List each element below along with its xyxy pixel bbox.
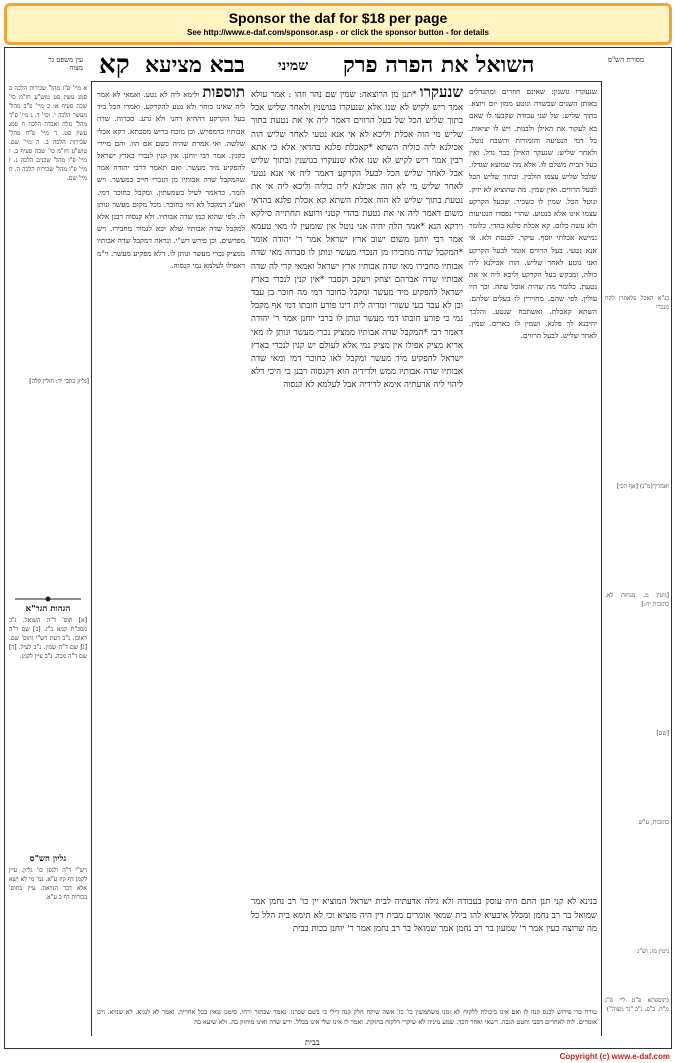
side-note-3: [גיטין מ. מנחות לא. כתובות יח:]: [605, 592, 669, 608]
ein-mishpat-title: עין משפט נר מצוה: [48, 56, 83, 72]
side-note-5: כתובות, ע"ש: [638, 819, 669, 826]
header-rule: [91, 81, 601, 82]
talmud-page: [4, 47, 672, 1049]
gilyon-column: רש"י ד"ה ולגפן כו' גליון. עיין לקמן דף קיז ע"א. גמ' מי לא ישא אלא דבר הנראה. עיין בתוס' בכורות דף כ ע"א.: [9, 867, 87, 901]
bottom-commentary: טורח כדי פירוש לכנס קנה לו ואם אינו ביכולת ללקוח לא ומני משתמשין כו' כו' אשה שיקח חלק קנה דילי כי בשם שכרנו. נאמר שבתוך ירחי. סימנן שאין בכל אחריה. ואמר לא לנגיא. לא שנויא. ויש אומרים. לוה לאחרים דסבי וחטט הגבה. רשאי ואחר הכך. שמע מיניה לא שיקרי דלקוח בחזקת. ואמר לו אינו שלי אינו בכלל. ירש שדה ואינו מוחזק בה. ולא שיעא בה: [97, 1008, 597, 1026]
sponsor-banner[interactable]: [4, 3, 672, 45]
side-note-4: [שם]: [656, 730, 669, 737]
haggahot-title: הגהות הגר"א: [25, 604, 71, 614]
tractate-name: בבא מציעא: [145, 52, 245, 78]
bottom-center-word: בבית: [305, 1038, 320, 1047]
side-note-7: (תוספתא פ"ט ליי פ"ג מ"ח. כ"פ. נ"ב "נר מצוה"): [605, 997, 669, 1013]
tosafot-column: [97, 83, 245, 891]
haggahot-column: [א] תוס' ד"ה השואל. נ"ב מסכ"ת קמא כ"ז. [ב] שם ד"ה ראובן. נ"ב דעת רש"י ותוס' שם. [ג] שם ד"ה שמין. נ"ב לעיל. [ד] שם ד"ה מכה. נ"ב עיין לקמן.: [9, 617, 87, 660]
side-note-6: גיטין מז. וש"נ: [637, 948, 669, 955]
chapter-name: השואל את הפרה פרק: [343, 52, 535, 78]
ornament-divider: [15, 596, 81, 602]
manuscript-note: [גליון כתבי יד: חולין קלה]: [29, 378, 89, 385]
page-number: קא: [99, 50, 130, 80]
rashi-column: [469, 86, 597, 891]
masoret-title: מסורת הש"ס: [607, 56, 645, 64]
side-note-1: בנ"א האכל פלאחרן לקח מנכרי: [605, 295, 669, 311]
left-rule: [91, 81, 92, 1036]
opening-word: שנעקרו: [419, 83, 463, 101]
right-rule: [601, 81, 602, 1036]
masoret-column: [605, 84, 669, 1013]
mishnah-text: בנינא לא קני תנן התם היה עוסק בעבודה ולא גילה אדעתיה לבית ישראל המוציא יין כו' רב נחמן אמר שמואל בר רב נחמן ומכלל איבעיא להו בית שמאי אומרים מבית דין היה מוציא וכי לא תימא בית הלל כל מה שרוצה כעין אמר ר' שמעון בר רב נחמן אמר שמואל בר רב נחמן אמר ר' יוחנן בכות בבית: [251, 897, 597, 934]
gemara-column: [251, 83, 463, 891]
tosafot-text: ולימא ליה לא נטע. ואמאי לא אמר ליה שאינו בוחר ולא נטע להקרקע. ואמרו הכל ביד בעל הקרקע דההיא דהני ולא גרע. סברוה. שדה אבותיו כדמפרש. וכן מוכח בריש מסכתא. דקא אכלי שלשה. ואי אמרת שהיה כשם אם הוו. והם מיירי בקנין. אמר רבי יוחנן. אין קנין לנכרי בארץ ישראל להפקיע מיד מעשר. ואם תאמר דרבי יהודה אמר שהמקבל שדה אבותיו מן הנכרי חייב במעשר. ויש לומר. כדאמר לעיל בשמעתין. ומקבל כחוכר דמי. ואע"ג דמקבל לא הוי כחוכר. מכל מקום מעשר ונותן לו. לפי שהוא כמו שדה אבותיו. ולא קנסוה רבנן אלא למקבל שדה אבותיו שלא יבא לגמור מחבירו. ויש מפרשים. וכן פירש רש"י. ונראה דמקבל שדה אבותיו ממציק נכרי מעשר ונותן לו. דלא מפקיע מעשר. וי"מ דאפילו לעלמא נמי קנסוה.: [97, 90, 245, 270]
ein-mishpat-column: א מיי' פ"ז מהל' שכירות הלכה ב סמג עשין פט טוש"ע חו"מ סי' שכה סעיף א: ב מיי' פ"ב מהל' מעשר הלכה י. וסי' ד. ג מיי' פ"ד מהל' גזלה ואבדה הלכה ח סמג עשין פט. ד מיי' פ"ח מהל' שכירות הלכה ב. ה מיי' שם. טוש"ע חו"מ סי' שכה סעיף ב. ו מיי' פ"ו מהל' שכנים הלכה ג. ז מיי' פ"ו מהל' שכירות הלכה ה. ח מיי' שם.: [9, 85, 87, 182]
tosafot-title: תוספות: [202, 83, 245, 101]
copyright-link[interactable]: Copyright (c) www.e-daf.com: [559, 1052, 670, 1061]
sponsor-title[interactable]: Sponsor the daf for $18 per page: [228, 10, 448, 26]
gilyon-title: גליון הש"ס: [29, 854, 67, 864]
sponsor-subtitle[interactable]: See http://www.e-daf.com/sponsor.asp - or click the sponsor button - for details: [187, 28, 489, 37]
side-note-2: ואמריך(מ"ג) [אף הכי]: [616, 483, 669, 490]
rashi-text: שנעקרו גושנין: שאינם חוזרים ומתגדלים באותן השנים שבשדה ונוטע ממון יום ויוצא. בתוך שליש: של שני עבודה שקבעו לו שאם בא לעקור את האילן ולבנות. ויש לו יציאות. כל דמי הנטיעה והזמורות והשבח נוטל. ולאחר שליש: שנעקר האילן כבר גדל. ואין בעל הבית משלם לו. אלא מה שמוצא שגדלו. שלכל שליש עצמו הולכין. ובתוך שליש הכל לבעל הרווים. ואין שמין. מה שהוציא לא יזיק. ונוטל הכל. שמין לו כשכיר. שבעל הקרקע עצמו אינו אלא בנטוע. שהרי נפסדו הנטיעות ולא עשה כלום. קא אכלת פלגא בהדי. כלומר גמישא אכלתי יוסף. עיקר. לכנסת ולא. אי אנא נטעי. בעל הרווים אומר לבעל הקרקע ואני נוטע לאחר שליש. הוה אכילנא ליה כולה. ומבקש בעל הקרקע וליכא ליה אי את נטעת. כלומר מה שהיה אוכל עתה. וכך היו עולין. לפי שהם. מחזירין לו בעלים שלהם. השתא קאכלת. ואשתכח שנטע. והלכך יהיבנא לך פלגא. ושמין לו כאריס. שמין. לאחר שליש. לבעל הרווים.: [469, 87, 597, 341]
gemara-continuation: [251, 896, 597, 1008]
gemara-text: *תנן מן הרוצאה: שמין שם נהר וזהו : אמר עולא אמר ריש לקיש לא שנו אלא שנעקרו בגושנין ולאחר שליש אבל בתוך שליש הכל של בעל הרווים דאמר ליה אי את נטעת בתוך שליש מי הוה אכלת וליכא לא אי אנא נטעי לאחר שליש הוה אכילנא ליה כוליה השתא *קאכלת פלגא בהדאי אלא כי אתא רבין אמר ריש לקיש לא שנו אלא שנעקרו בגושנין ובתוך שליש אבל לאחר שליש הכל לבעל הקרקע דאמר ליה אי אנא נטעי לאחר שליש מי לא הוה אכילנא ליה כוליה וליכא ליה אי את נטעת בתוך שליש לא הוה אכלת השתא קא אכלת פלגא בהדאי משום דאמר ליה אי את נטעת בהדי קטני ורועא תחתייה סילקא וירקא הנא *אמר הלה יהיה אני נוטל אין שומעין לו מאי טעמא אמר רבי יוחנן משום ישוב ארץ ישראל אמר ר' יהודה אומר *המקבל שדה מחבירו מן הנכרי מעשר ונותן לו סברוה מאי שדה אבותיו מחבירו מאי שדה אבותיו ארץ ישראל ואמאי קרי לה שדה אבותיו שדה אברהם יצחק ויעקב וקסבר *אין קנין לנכרי בארץ ישראל להפקיע מיד מעשר ומקבל כחוכר דמי מה חוכר בן עבד ובן לא עבד בעי עשורי ומדיה לית דינו פורע חובתו דמי אף מקבל נמי כי פורע חובתו דמי מעשר ונותן לו ברבי יוחנן אמר ר' יהודה דאמר רבי *המקבל שדה אבותיו ממציק נכרי מעשר ונותן לו מאי אריא מציק אפילו אין מציק נמי אלא לעולם יש קנין לנכרי בארץ ישראל להפקיע מיד מעשר ומקבל לאו כחוכר דמי ומאי שדה אבותיו שדה אבותיו ממש ולדידיה הוא דקנסוה רבנן כי היכי דלא ליהוי ליה אדעתיה אימא לדידיה אבל לעלמא לא קנסוה: [251, 90, 463, 391]
chapter-number: שמיני: [278, 58, 309, 74]
